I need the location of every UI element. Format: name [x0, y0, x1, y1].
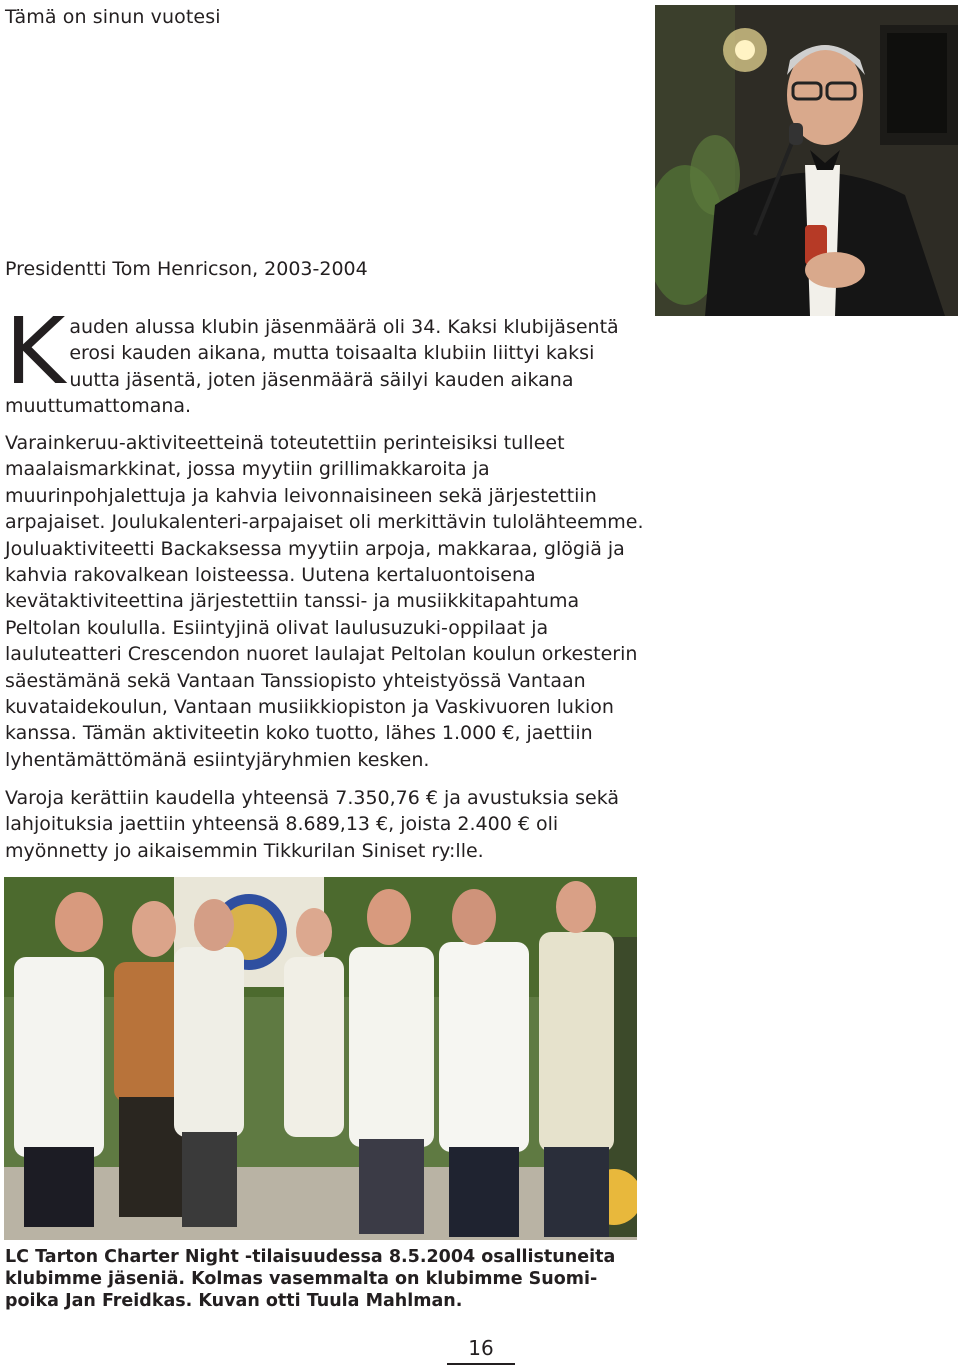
group-photo: [4, 877, 637, 1240]
drop-cap: K: [5, 298, 66, 405]
funds-paragraph: Varoja kerättiin kaudella yhteensä 7.350,76 € ja avustuksia sekä lahjoituksia jaettiin yhteensä 8.689,13 €, joista 2.400 € oli myönnetty jo aikaisemmin Tikkurilan Siniset ry:lle.: [5, 787, 620, 862]
intro-text: auden alussa klubin jäsenmäärä oli 34. Kaksi klubijäsentä erosi kauden aikana, mutta toisaalta klubiin liittyi kaksi uutta jäsentä, joten jäsenmäärä säilyi kauden aikana muuttumattomana.: [5, 316, 619, 417]
president-photo: [655, 5, 958, 316]
page-number: 16: [468, 1336, 494, 1360]
photo-caption: LC Tarton Charter Night -tilaisuudessa 8.5.2004 osallistuneita klubimme jäseniä. Kolmas vasemmalta on klubimme Suomi-poika Jan Freidkas. Kuvan otti Tuula Mahlman.: [5, 1247, 616, 1311]
intro-paragraph: [5, 298, 645, 419]
page-number-rule: [447, 1363, 515, 1365]
president-photo-illustration: [655, 5, 958, 316]
fundraising-paragraph: Varainkeruu-aktiviteetteinä toteutettiin perinteisiksi tulleet maalaismarkkinat, jossa myytiin grillimakkaroita ja muurinpohjalettuja ja kahvia leivonnaisineen sekä järjestettiin arpajaiset. Joulukalenteri-arpajaiset oli merkittävin tulolähteemme. Jouluaktiviteetti Backaksessa myytiin arpoja, makkaraa, glögiä ja kahvia rakovalkean loisteessa. Uutena kertaluontoisena kevätaktiviteettina järjestettiin tanssi- ja musiikkitapahtuma Peltolan koululla. Esiintyjinä olivat laulusuzuki-oppilaat ja lauluteatteri Crescendon nuoret laulajat Peltolan koulun orkesterin säestämänä sekä Vantaan Tanssiopisto yhteistyössä Vantaan kuvataidekoulun, Vantaan musiikkiopiston ja Vaskivuoren lukion kanssa. Tämän aktiviteetin koko tuotto, lähes 1.000 €, jaettiin lyhentämättömänä esiintyjäryhmien kesken.: [5, 432, 644, 771]
group-photo-illustration: [4, 877, 637, 1240]
section-title: Tämä on sinun vuotesi: [5, 6, 221, 28]
president-caption: Presidentti Tom Henricson, 2003-2004: [5, 258, 368, 280]
